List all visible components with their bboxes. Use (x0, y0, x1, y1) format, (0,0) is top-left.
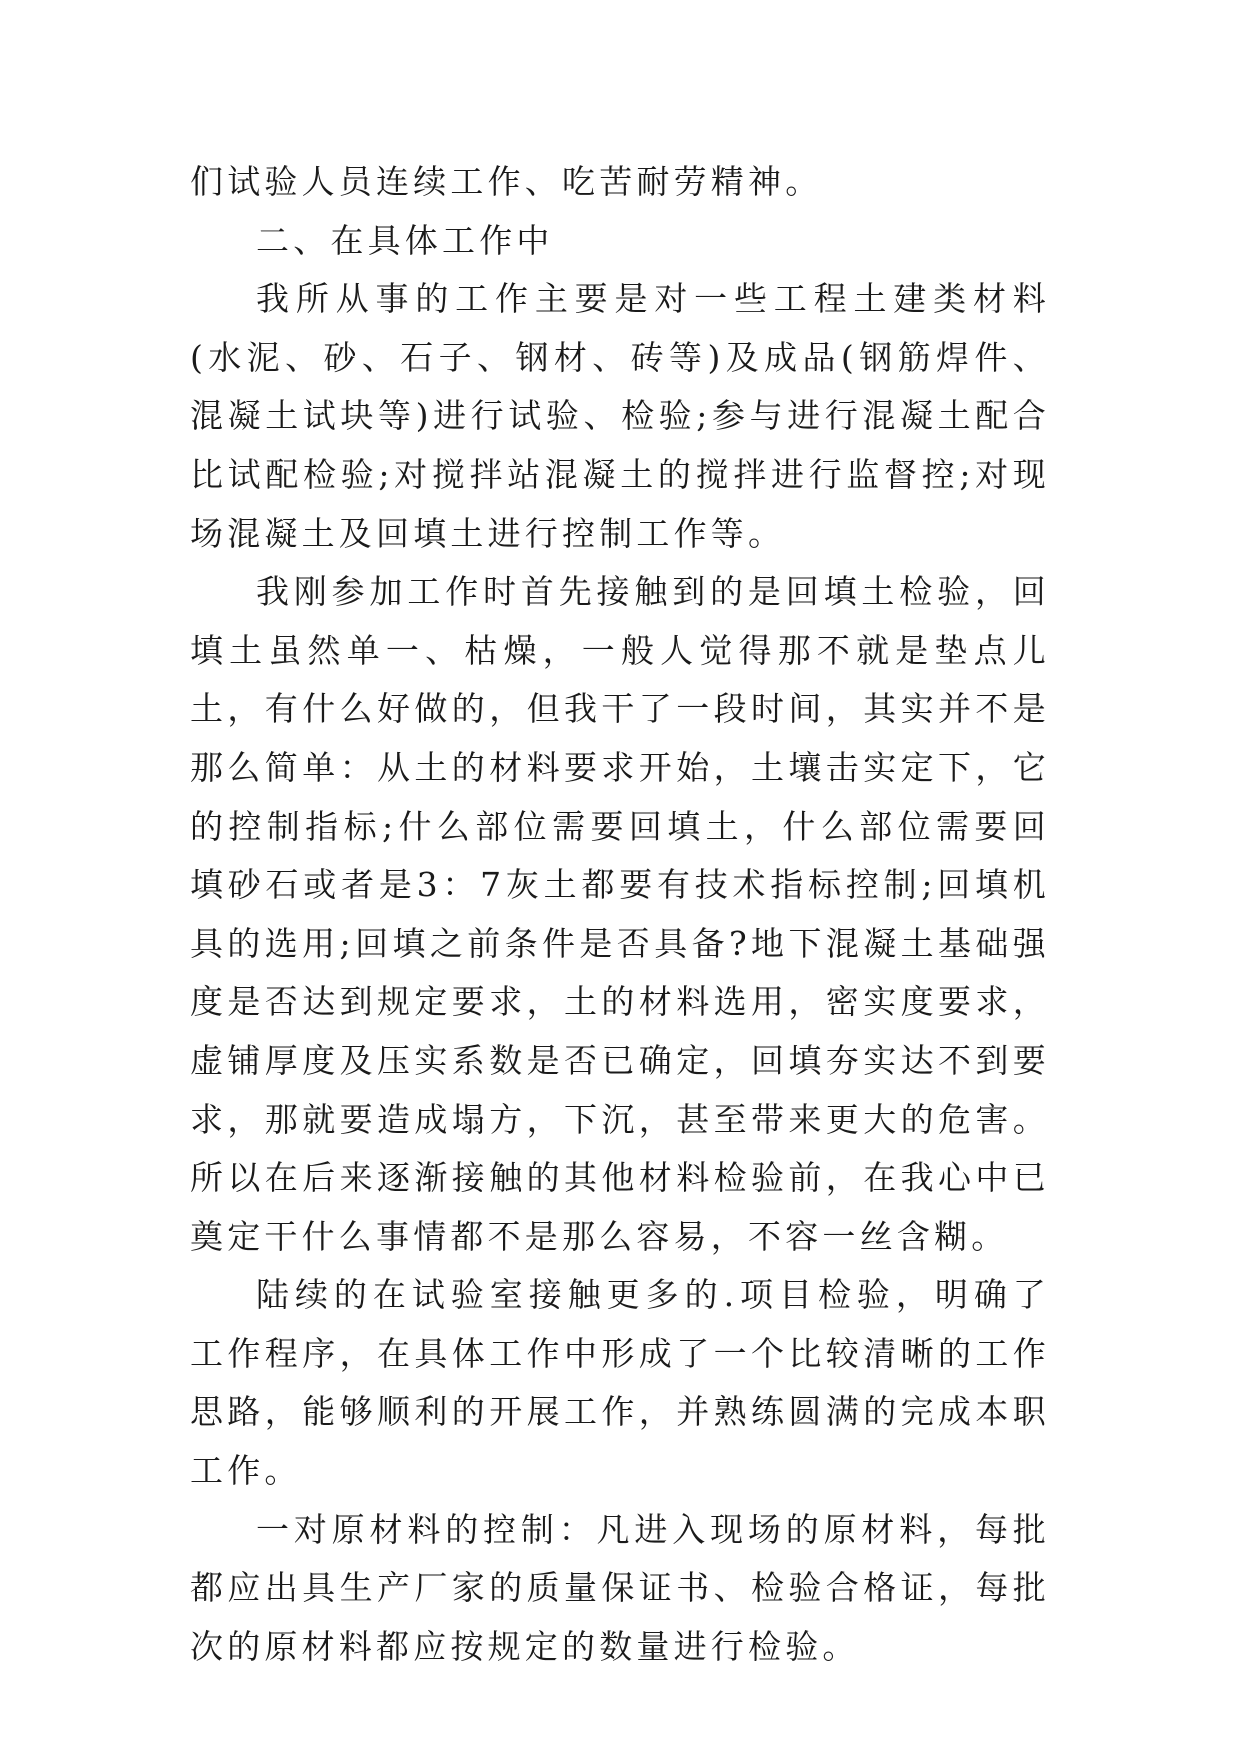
paragraph-continuation: 们试验人员连续工作、吃苦耐劳精神。 (190, 162, 823, 201)
paragraph-work-scope: 我所从事的工作主要是对一些工程土建类材料(水泥、砂、石子、钢材、砖等)及成品(钢筋焊件、混凝土试块等)进行试验、检验;参与进行混凝土配合比试配检验;对搅拌站混凝土的搅拌进行监督控;对现场混凝土及回填土进行控制工作等。 (190, 279, 1050, 553)
paragraph-backfill-inspection: 我刚参加工作时首先接触到的是回填土检验，回填土虽然单一、枯燥，一般人觉得那不就是垫点儿土，有什么好做的，但我干了一段时间，其实并不是那么简单：从土的材料要求开始，土壤击实定下，它的控制指标;什么部位需要回填土，什么部位需要回填砂石或者是3：7灰土都要有技术指标控制;回填机具的选用;回填之前条件是否具备?地下混凝土基础强度是否达到规定要求，土的材料选用，密实度要求，虚铺厚度及压实系数是否已确定，回填夯实达不到要求，那就要造成塌方，下沉，甚至带来更大的危害。所以在后来逐渐接触的其他材料检验前，在我心中已奠定干什么事情都不是那么容易，不容一丝含糊。 (190, 572, 1050, 1256)
section-heading: 二、在具体工作中 (256, 220, 554, 260)
paragraph-raw-material-control: 一对原材料的控制：凡进入现场的原材料，每批都应出具生产厂家的质量保证书、检验合格证，每批次的原材料都应按规定的数量进行检验。 (190, 1509, 1050, 1666)
document-body (190, 153, 1050, 1676)
paragraph-lab-experience: 陆续的在试验室接触更多的.项目检验，明确了工作程序，在具体工作中形成了一个比较清晰的工作思路，能够顺利的开展工作，并熟练圆满的完成本职工作。 (190, 1275, 1050, 1491)
